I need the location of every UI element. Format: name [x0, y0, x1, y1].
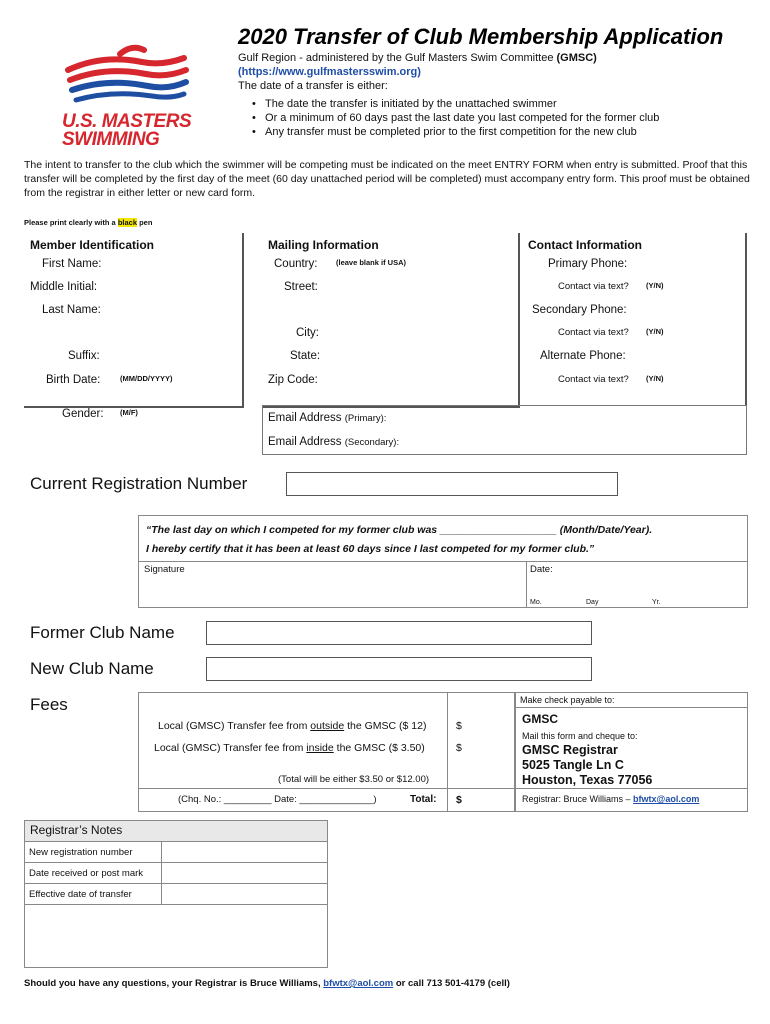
mailing-heading: Mailing Information — [268, 238, 379, 252]
fee-outside-amount[interactable] — [466, 716, 512, 734]
alternate-phone-label: Alternate Phone: — [540, 350, 626, 362]
secondary-text-label: Contact via text? — [558, 327, 629, 338]
table-row — [25, 884, 328, 905]
notes-row-value[interactable] — [162, 863, 328, 884]
fees-label: Fees — [30, 695, 68, 714]
registrar-notes-table — [24, 841, 328, 905]
fee-outside-label: Local (GMSC) Transfer fee from outside the GMSC ($ 12) — [158, 720, 427, 732]
fee-inside-dollar: $ — [456, 742, 462, 754]
last-name-label: Last Name: — [42, 304, 101, 316]
yr-label: Yr. — [652, 599, 661, 606]
cheque-line: (Chq. No.: _________ Date: ______________) — [178, 794, 377, 805]
table-row — [25, 842, 328, 863]
mail-to: Mail this form and cheque to: — [522, 731, 638, 741]
notes-row-label: Date received or post mark — [25, 863, 162, 884]
birth-date-hint: (MM/DD/YYYY) — [120, 374, 173, 383]
gender-label: Gender: — [62, 408, 104, 420]
primary-text-label: Contact via text? — [558, 281, 629, 292]
address-line1: GMSC Registrar — [522, 743, 618, 757]
total-dollar: $ — [456, 794, 462, 806]
footer-email-link[interactable]: bfwtx@aol.com — [323, 978, 394, 989]
signature-field[interactable] — [144, 575, 522, 605]
address-line3: Houston, Texas 77056 — [522, 773, 653, 787]
registration-input[interactable] — [286, 472, 618, 496]
intro-paragraph: The intent to transfer to the club which the swimmer will be competing must be indicated on the meet ENTRY FORM when entry is submitted. Proof that this transfer will be completed by the first day of the meet (60 day unattached period will be completed) must accompany entry form. This proof must be obtained from the registrar in either letter or new card form. — [24, 159, 750, 199]
notes-row-value[interactable] — [162, 842, 328, 863]
registrar-notes-heading: Registrar’s Notes — [30, 823, 123, 837]
primary-phone-label: Primary Phone: — [548, 258, 628, 270]
first-name-label: First Name: — [42, 258, 102, 270]
logo-line1: U.S. MASTERS — [62, 111, 192, 132]
secondary-phone-label: Secondary Phone: — [532, 304, 627, 316]
country-hint: (leave blank if USA) — [336, 258, 407, 267]
member-input-area[interactable] — [110, 262, 240, 392]
usms-logo — [62, 44, 192, 150]
registrar-email-link[interactable]: bfwtx@aol.com — [633, 794, 700, 804]
country-label: Country: — [274, 258, 318, 270]
email-secondary-label: Email Address (Secondary): — [268, 436, 400, 448]
payable-to: Make check payable to: — [520, 695, 615, 705]
member-id-heading: Member Identification — [30, 238, 155, 252]
primary-yn: (Y/N) — [646, 281, 664, 290]
new-club-label: New Club Name — [30, 659, 154, 678]
page-title: 2020 Transfer of Club Membership Application — [238, 24, 724, 49]
fee-outside-dollar: $ — [456, 720, 462, 732]
zip-label: Zip Code: — [268, 374, 318, 386]
certify-line1: “The last day on which I competed for my former club was ____________________ (Month/Date/Year). — [146, 524, 653, 536]
total-note: (Total will be either $3.50 or $12.00) — [278, 774, 430, 785]
payment-divider-top — [515, 707, 748, 708]
certify-divider — [138, 561, 748, 562]
gmsc-acronym: (GMSC) — [556, 52, 597, 64]
bullet-3: • Any transfer must be completed prior to the first competition for the new club — [252, 126, 637, 138]
bullet-1: • The date the transfer is initiated by the unattached swimmer — [252, 98, 557, 110]
payee: GMSC — [522, 712, 558, 726]
notes-row-value[interactable] — [162, 884, 328, 905]
total-amount[interactable] — [466, 791, 512, 809]
suffix-label: Suffix: — [68, 350, 100, 362]
state-label: State: — [290, 350, 321, 362]
payment-divider-bottom — [515, 788, 748, 789]
email-primary-label: Email Address (Primary): — [268, 412, 387, 424]
certify-vdivider — [526, 561, 527, 608]
swimmer-wave-icon — [62, 44, 192, 106]
fee-inside-amount[interactable] — [466, 738, 512, 756]
date-intro: The date of a transfer is either: — [238, 80, 388, 92]
bullet-2: • Or a minimum of 60 days past the last date you last competed for the former club — [252, 112, 660, 124]
street-label: Street: — [284, 281, 318, 293]
certify-line2: I hereby certify that it has been at least 60 days since I last competed for my former club.” — [146, 543, 595, 555]
fees-vdivider — [447, 692, 448, 812]
day-label: Day — [586, 599, 599, 606]
former-club-input[interactable] — [206, 621, 592, 645]
website-link[interactable]: (https://www.gulfmastersswim.org) — [238, 66, 421, 78]
city-label: City: — [296, 327, 319, 339]
date-label: Date: — [530, 564, 553, 575]
cert-date-field[interactable] — [530, 575, 744, 597]
notes-row-label: New registration number — [25, 842, 162, 863]
table-row — [25, 863, 328, 884]
alternate-yn: (Y/N) — [646, 374, 664, 383]
fees-total-divider — [138, 788, 515, 789]
logo-line2: SWIMMING — [62, 129, 160, 150]
registrar-line: Registrar: Bruce Williams – bfwtx@aol.com — [522, 794, 700, 804]
alternate-text-label: Contact via text? — [558, 374, 629, 385]
middle-initial-label: Middle Initial: — [30, 281, 98, 293]
footer-note: Should you have any questions, your Registrar is Bruce Williams, bfwtx@aol.com or call 713 501-4179 (cell) — [24, 978, 510, 989]
registration-label: Current Registration Number — [30, 474, 248, 493]
gender-hint: (M/F) — [120, 408, 138, 417]
notes-row-label: Effective date of transfer — [25, 884, 162, 905]
address-line2: 5025 Tangle Ln C — [522, 758, 624, 772]
signature-label: Signature — [144, 564, 185, 575]
contact-heading: Contact Information — [528, 238, 642, 252]
region-line — [238, 52, 597, 64]
total-label: Total: — [410, 794, 437, 805]
fee-inside-label: Local (GMSC) Transfer fee from inside the GMSC ($ 3.50) — [154, 742, 425, 754]
mo-label: Mo. — [530, 599, 542, 606]
former-club-label: Former Club Name — [30, 623, 175, 642]
new-club-input[interactable] — [206, 657, 592, 681]
print-note: Please print clearly with a black pen — [24, 218, 153, 227]
birth-date-label: Birth Date: — [46, 374, 101, 386]
region-text: Gulf Region - administered by the Gulf Masters Swim Committee — [238, 52, 554, 64]
secondary-yn: (Y/N) — [646, 327, 664, 336]
